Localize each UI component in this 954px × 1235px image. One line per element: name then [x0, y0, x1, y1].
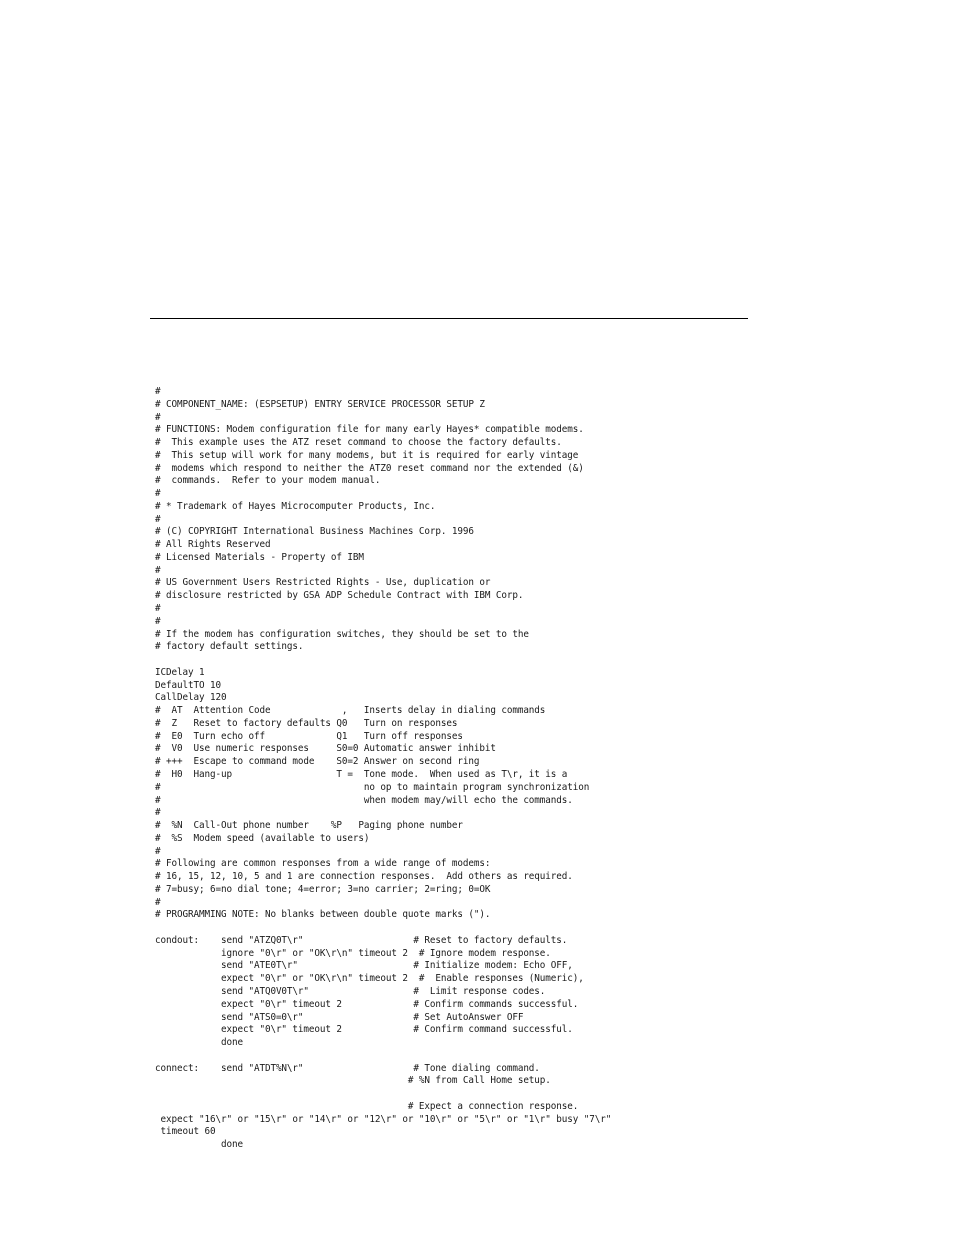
code-line: # %S Modem speed (available to users) — [155, 832, 370, 844]
modem-config-listing — [155, 386, 611, 1152]
code-line: # H0 Hang-up T = Tone mode. When used as T\r, it is a — [155, 768, 568, 780]
code-line: # — [155, 386, 161, 397]
code-line: send "ATS0=0\r" # Set AutoAnswer OFF — [155, 1011, 524, 1023]
code-line — [155, 922, 611, 935]
code-line: connect: send "ATDT%N\r" # Tone dialing command. — [155, 1062, 540, 1074]
code-line — [155, 1050, 611, 1063]
code-line: # — [155, 845, 161, 857]
code-line: # US Government Users Restricted Rights - Use, duplication or — [155, 577, 491, 589]
code-line: # Z Reset to factory defaults Q0 Turn on responses — [155, 717, 458, 729]
code-line: # %N from Call Home setup. — [155, 1075, 551, 1087]
code-line: # modems which respond to neither the ATZ0 reset command nor the extended (&) — [155, 462, 584, 474]
code-line: # This example uses the ATZ reset command to choose the factory defaults. — [155, 437, 562, 449]
code-line: # This setup will work for many modems, but it is required for early vintage — [155, 449, 579, 461]
code-line: # no op to maintain program synchronization — [155, 781, 590, 793]
code-line: # Licensed Materials - Property of IBM — [155, 551, 364, 563]
code-line: # All Rights Reserved — [155, 539, 271, 551]
code-line: # COMPONENT_NAME: (ESPSETUP) ENTRY SERVICE PROCESSOR SETUP Z — [155, 398, 485, 410]
code-line: expect "0\r" timeout 2 # Confirm commands successful. — [155, 998, 579, 1010]
code-line: ignore "0\r" or "OK\r\n" timeout 2 # Ignore modem response. — [155, 947, 551, 959]
code-line: ICDelay 1 — [155, 666, 205, 678]
code-line: send "ATE0T\r" # Initialize modem: Echo OFF, — [155, 960, 573, 972]
code-line: # factory default settings. — [155, 641, 304, 653]
code-line: # — [155, 411, 161, 423]
code-line: # V0 Use numeric responses S0=0 Automatic answer inhibit — [155, 743, 496, 755]
code-line: # when modem may/will echo the commands. — [155, 794, 573, 806]
code-line — [155, 654, 611, 667]
code-line: # 16, 15, 12, 10, 5 and 1 are connection responses. Add others as required. — [155, 871, 573, 883]
code-line: condout: send "ATZQ0T\r" # Reset to factory defaults. — [155, 934, 568, 946]
code-line: # FUNCTIONS: Modem configuration file for many early Hayes* compatible modems. — [155, 424, 584, 436]
code-line: timeout 60 — [155, 1126, 216, 1138]
code-line: expect "0\r" or "OK\r\n" timeout 2 # Enable responses (Numeric), — [155, 973, 584, 985]
code-line: DefaultTO 10 — [155, 679, 221, 691]
code-line: # (C) COPYRIGHT International Business Machines Corp. 1996 — [155, 526, 474, 538]
code-line: # — [155, 603, 161, 615]
code-line: send "ATQ0V0T\r" # Limit response codes. — [155, 985, 546, 997]
code-line: # AT Attention Code , Inserts delay in dialing commands — [155, 705, 546, 717]
code-line: # +++ Escape to command mode S0=2 Answer on second ring — [155, 756, 480, 768]
code-line: # E0 Turn echo off Q1 Turn off responses — [155, 730, 463, 742]
code-line: # PROGRAMMING NOTE: No blanks between double quote marks ("). — [155, 909, 491, 921]
code-line: done — [155, 1037, 243, 1049]
code-line: # disclosure restricted by GSA ADP Schedule Contract with IBM Corp. — [155, 590, 524, 602]
code-line: # — [155, 807, 161, 819]
code-line: # commands. Refer to your modem manual. — [155, 475, 381, 487]
code-line: expect "16\r" or "15\r" or "14\r" or "12\r" or "10\r" or "5\r" or "1\r" busy "7\r" — [155, 1113, 612, 1125]
code-line: # — [155, 615, 161, 627]
code-line: # %N Call-Out phone number %P Paging phone number — [155, 820, 463, 832]
code-line: CallDelay 120 — [155, 692, 227, 704]
code-line: # 7=busy; 6=no dial tone; 4=error; 3=no carrier; 2=ring; 0=OK — [155, 883, 491, 895]
horizontal-rule — [150, 318, 748, 319]
code-line: # — [155, 564, 161, 576]
code-line: done — [155, 1139, 243, 1151]
code-line: expect "0\r" timeout 2 # Confirm command successful. — [155, 1024, 573, 1036]
code-line: # Following are common responses from a wide range of modems: — [155, 858, 491, 870]
code-line: # — [155, 513, 161, 525]
code-line: # * Trademark of Hayes Microcomputer Products, Inc. — [155, 500, 436, 512]
code-line — [155, 1088, 611, 1101]
code-line: # If the modem has configuration switches, they should be set to the — [155, 628, 529, 640]
code-line: # — [155, 488, 161, 500]
code-line: # — [155, 896, 161, 908]
code-line: # Expect a connection response. — [155, 1100, 579, 1112]
